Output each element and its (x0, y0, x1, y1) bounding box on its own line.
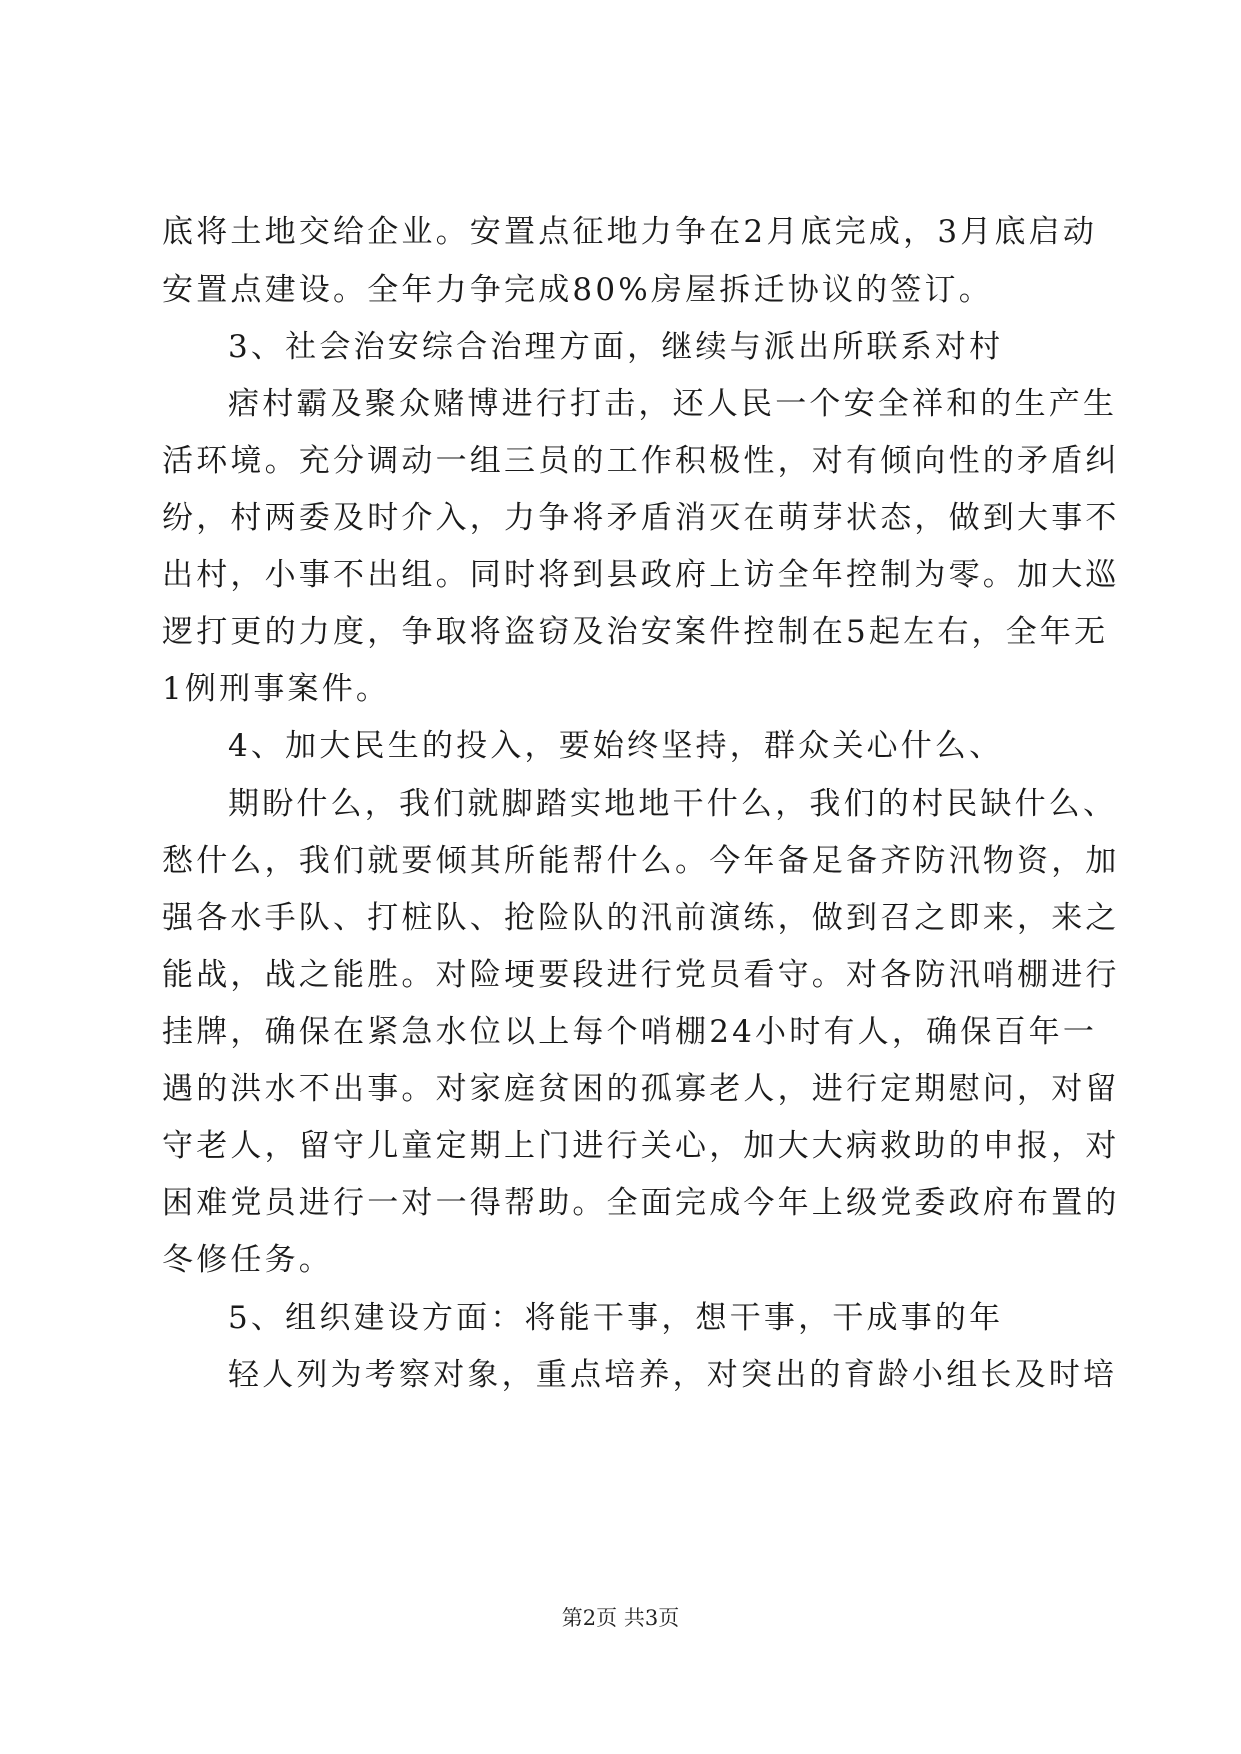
text-line: 安置点建设。全年力争完成80%房屋拆迁协议的签订。 (162, 272, 993, 308)
text-line: 冬修任务。 (162, 1242, 333, 1278)
text-line: 痞村霸及聚众赌博进行打击，还人民一个安全祥和的生产生 (228, 386, 1118, 422)
text-line: 出村，小事不出组。同时将到县政府上访全年控制为零。加大巡 (162, 557, 1120, 593)
text-line: 1例刑事案件。 (162, 671, 391, 707)
text-line: 守老人，留守儿童定期上门进行关心，加大大病救助的申报，对 (162, 1128, 1120, 1164)
text-line: 纷，村两委及时介入，力争将矛盾消灭在萌芽状态，做到大事不 (162, 500, 1120, 536)
text-line: 逻打更的力度，争取将盗窃及治安案件控制在5起左右，全年无 (162, 614, 1109, 650)
text-line: 4、加大民生的投入，要始终坚持，群众关心什么、 (228, 728, 1004, 764)
text-line: 能战，战之能胜。对险埂要段进行党员看守。对各防汛哨棚进行 (162, 957, 1120, 993)
text-line: 困难党员进行一对一得帮助。全面完成今年上级党委政府布置的 (162, 1185, 1120, 1221)
text-line: 活环境。充分调动一组三员的工作积极性，对有倾向性的矛盾纠 (162, 443, 1120, 479)
text-line: 底将土地交给企业。安置点征地力争在2月底完成，3月底启动 (162, 214, 1098, 250)
text-line: 愁什么，我们就要倾其所能帮什么。今年备足备齐防汛物资，加 (162, 843, 1120, 879)
text-line: 3、社会治安综合治理方面，继续与派出所联系对村 (228, 329, 1004, 365)
page-number-footer: 第2页 共3页 (561, 1606, 680, 1630)
text-line: 轻人列为考察对象，重点培养，对突出的育龄小组长及时培 (228, 1357, 1118, 1393)
text-line: 5、组织建设方面：将能干事，想干事，干成事的年 (228, 1300, 1004, 1336)
text-line: 强各水手队、打桩队、抢险队的汛前演练，做到召之即来，来之 (162, 900, 1120, 936)
text-line: 期盼什么，我们就脚踏实地地干什么，我们的村民缺什么、 (228, 786, 1118, 822)
text-line: 遇的洪水不出事。对家庭贫困的孤寡老人，进行定期慰问，对留 (162, 1071, 1120, 1107)
text-line: 挂牌，确保在紧急水位以上每个哨棚24小时有人，确保百年一 (162, 1014, 1098, 1050)
